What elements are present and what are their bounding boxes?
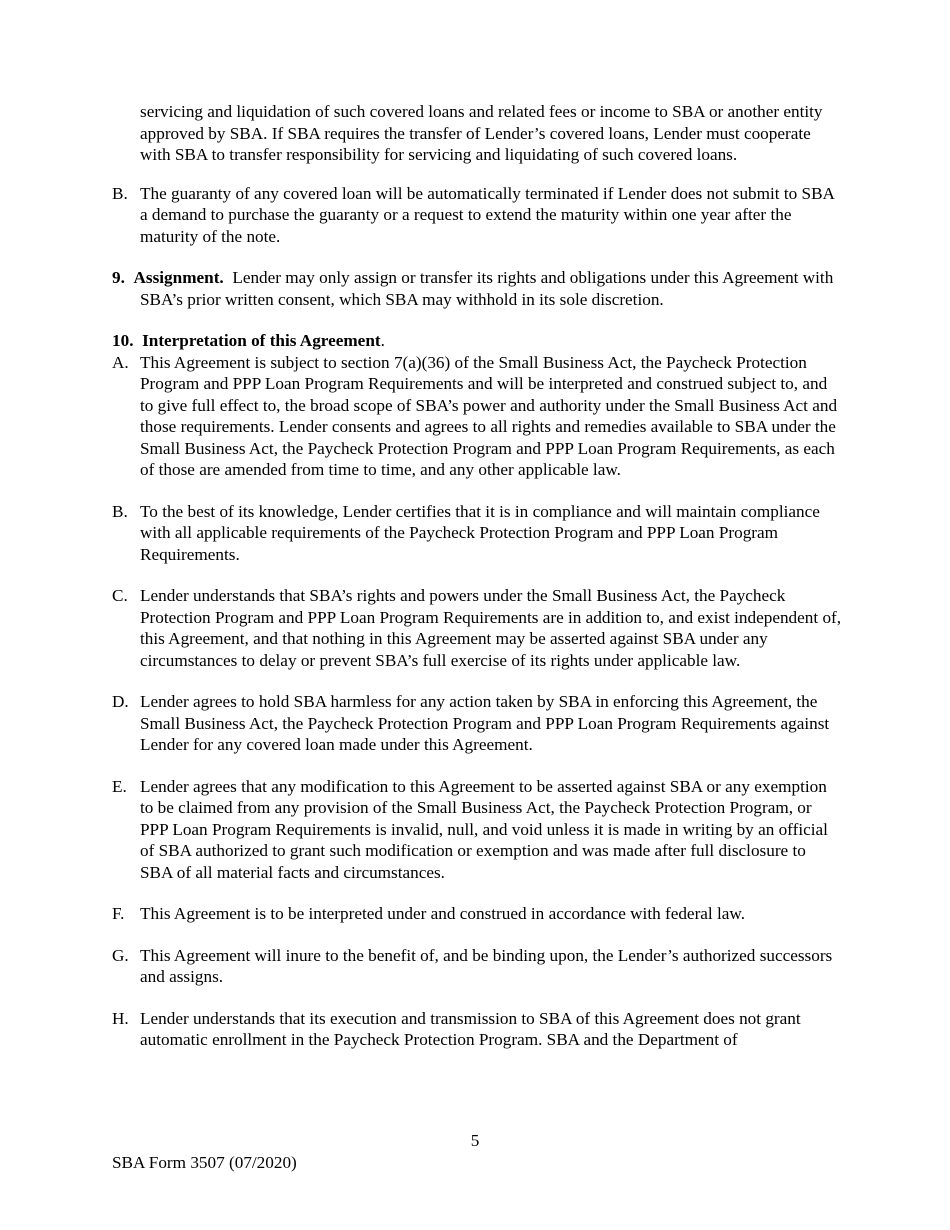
section9-text: Lender may only assign or transfer its rights and obligations under this Agreement with SBA’s prior written consent, which SBA may withhold in its sole discretion. — [140, 268, 834, 309]
section10-heading — [112, 330, 842, 352]
section10-item-f — [112, 903, 842, 925]
item-label: H. — [112, 1008, 129, 1028]
section10-list — [112, 352, 842, 1051]
item-text: This Agreement is to be interpreted under and construed in accordance with federal law. — [140, 904, 745, 923]
section10-item-g — [112, 945, 842, 988]
item-text: Lender understands that SBA’s rights and powers under the Small Business Act, the Paycheck Protection Program and PPP Loan Program Requirements are in addition to, and exist independent of, this Agreement, and that nothing in this Agreement may be asserted against SBA under any circumstances to delay or prevent SBA’s full exercise of its rights under applicable law. — [140, 586, 842, 670]
item-label: E. — [112, 776, 127, 796]
item-label: G. — [112, 945, 129, 965]
item-label: D. — [112, 692, 129, 711]
section10-item-b — [112, 501, 842, 566]
item-label: B. — [112, 183, 128, 203]
item-label: A. — [112, 352, 129, 372]
section10-heading-suffix: . — [380, 331, 385, 350]
section10-item-d — [112, 691, 842, 756]
section9-assignment — [112, 267, 842, 310]
intro-continuation: servicing and liquidation of such covered loans and related fees or income to SBA or another entity approved by SBA. If SBA requires the transfer of Lender’s covered loans, Lender must cooperate with SBA to transfer responsibility for servicing and liquidating of such covered loans. — [140, 102, 823, 164]
item-text: Lender agrees to hold SBA harmless for any action taken by SBA in enforcing this Agreement, the Small Business Act, the Paycheck Protection Program and PPP Loan Program Requirements against Lender for any covered loan made under this Agreement. — [140, 692, 830, 754]
section10-item-h — [112, 1008, 842, 1051]
document-body — [112, 101, 842, 1051]
item-text: To the best of its knowledge, Lender certifies that it is in compliance and will maintain compliance with all applicable requirements of the Paycheck Protection Program and PPP Loan Program Requirements. — [140, 501, 820, 564]
item-text: The guaranty of any covered loan will be automatically terminated if Lender does not submit to SBA a demand to purchase the guaranty or a request to extend the maturity within one year after the maturity of the note. — [140, 183, 834, 246]
item-label: C. — [112, 586, 128, 605]
item-text: Lender understands that its execution and transmission to SBA of this Agreement does not grant automatic enrollment in the Paycheck Protection Program. SBA and the Department of — [140, 1008, 801, 1049]
item-text: Lender agrees that any modification to this Agreement to be asserted against SBA or any exemption to be claimed from any provision of the Small Business Act, the Paycheck Protection Program, or PPP Loan Program Requirements is invalid, null, and void unless it is made in writing by an official of SBA authorized to grant such modification or exemption and was made after full disclosure to SBA of all material facts and circumstances. — [140, 776, 828, 882]
section8-item-b — [112, 183, 842, 248]
section10-item-e — [112, 776, 842, 884]
section9-heading: Assignment. — [133, 268, 224, 287]
section9-number: 9. — [112, 268, 125, 287]
item-text: This Agreement will inure to the benefit of, and be binding upon, the Lender’s authorized successors and assigns. — [140, 945, 833, 986]
form-footer: SBA Form 3507 (07/2020) — [112, 1153, 297, 1172]
item-label: B. — [112, 501, 128, 521]
item-label: F. — [112, 904, 125, 923]
page-number: 5 — [470, 1131, 480, 1150]
section10-item-a — [112, 352, 842, 481]
section10-item-c — [112, 585, 842, 671]
section10-title: Interpretation of this Agreement — [142, 331, 381, 350]
section10-number: 10. — [112, 331, 134, 350]
item-text: This Agreement is subject to section 7(a)(36) of the Small Business Act, the Paycheck Protection Program and PPP Loan Program Requirements and will be interpreted and construed subject to, and to give full effect to, the broad scope of SBA’s power and authority under the Small Business Act and those requirements. Lender consents and agrees to all rights and remedies available to SBA under the Small Business Act, the Paycheck Protection Program and PPP Loan Program Requirements, as each of those are amended from time to time, and any other applicable law. — [140, 352, 838, 479]
